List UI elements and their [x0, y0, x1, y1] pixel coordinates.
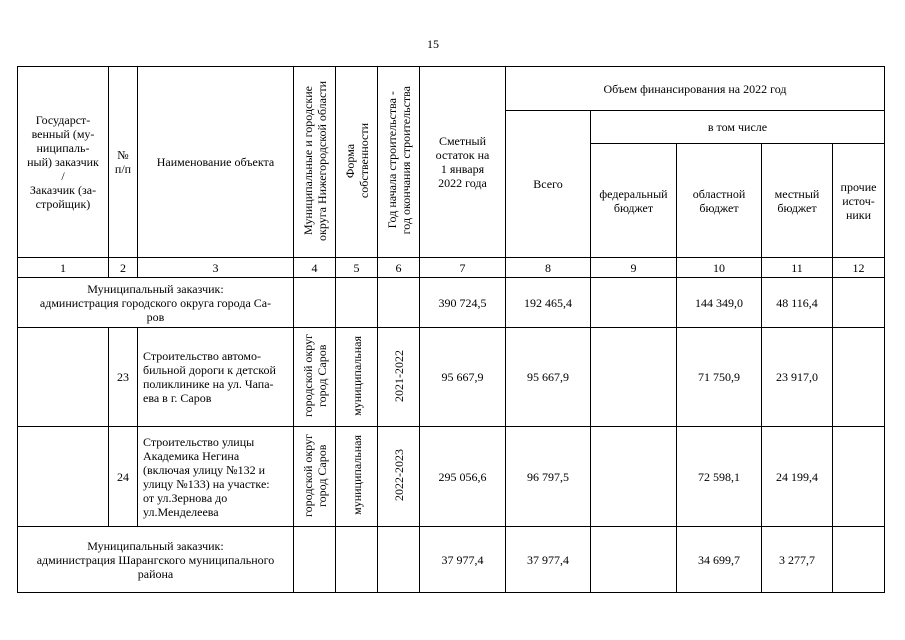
cell-other	[833, 527, 885, 593]
column-numbers-row	[18, 258, 885, 278]
header-num: № п/п	[109, 67, 138, 258]
cell-municipality: городской округ город Саров	[294, 427, 336, 527]
cell-regional: 34 699,7	[677, 527, 762, 593]
col-num-1: 1	[18, 258, 109, 278]
cell-federal	[591, 328, 677, 427]
col-num-12: 12	[833, 258, 885, 278]
col-num-6: 6	[378, 258, 420, 278]
cell-ownership	[336, 278, 378, 328]
cell-regional: 144 349,0	[677, 278, 762, 328]
header-including: в том числе	[591, 111, 885, 144]
cell-years: 2021-2022	[378, 328, 420, 427]
header-row-1	[18, 67, 885, 111]
col-num-9: 9	[591, 258, 677, 278]
cell-municipality	[294, 278, 336, 328]
cell-years	[378, 527, 420, 593]
cell-object-name: Строительство улицы Академика Негина (включая улицу №132 и улицу №133) на участке: от ул.Зернова до ул.Менделеева	[138, 427, 294, 527]
header-funding-total: Объем финансирования на 2022 год	[506, 67, 885, 111]
cell-other	[833, 427, 885, 527]
table-row-customer-sarov	[18, 278, 885, 328]
cell-total: 96 797,5	[506, 427, 591, 527]
cell-years	[378, 278, 420, 328]
col-num-10: 10	[677, 258, 762, 278]
cell-remaining: 95 667,9	[420, 328, 506, 427]
cell-customer	[18, 427, 109, 527]
cell-remaining: 37 977,4	[420, 527, 506, 593]
cell-ownership	[336, 527, 378, 593]
header-years: Год начала строительства - год окончания строительства	[378, 67, 420, 258]
cell-total: 95 667,9	[506, 328, 591, 427]
page-number: 15	[427, 37, 439, 51]
cell-total: 192 465,4	[506, 278, 591, 328]
header-local: местный бюджет	[762, 144, 833, 258]
col-num-4: 4	[294, 258, 336, 278]
header-ownership: Форма собственности	[336, 67, 378, 258]
financing-table	[17, 66, 885, 593]
customer-label: Муниципальный заказчик: администрация Шарангского муниципального района	[18, 527, 294, 593]
cell-remaining: 295 056,6	[420, 427, 506, 527]
header-object-name: Наименование объекта	[138, 67, 294, 258]
customer-label: Муниципальный заказчик: администрация городского округа города Са- ров	[18, 278, 294, 328]
col-num-5: 5	[336, 258, 378, 278]
cell-local: 24 199,4	[762, 427, 833, 527]
cell-num: 23	[109, 328, 138, 427]
cell-remaining: 390 724,5	[420, 278, 506, 328]
cell-regional: 71 750,9	[677, 328, 762, 427]
cell-other	[833, 278, 885, 328]
col-num-7: 7	[420, 258, 506, 278]
table-row-object-23	[18, 328, 885, 427]
cell-federal	[591, 527, 677, 593]
col-num-8: 8	[506, 258, 591, 278]
cell-num: 24	[109, 427, 138, 527]
header-municipality: Муниципальные и городские округа Нижегородской области	[294, 67, 336, 258]
cell-regional: 72 598,1	[677, 427, 762, 527]
cell-local: 23 917,0	[762, 328, 833, 427]
cell-years: 2022-2023	[378, 427, 420, 527]
cell-local: 3 277,7	[762, 527, 833, 593]
cell-customer	[18, 328, 109, 427]
col-num-3: 3	[138, 258, 294, 278]
header-regional: областной бюджет	[677, 144, 762, 258]
cell-ownership: муниципальная	[336, 328, 378, 427]
cell-other	[833, 328, 885, 427]
table-row-customer-sharanga	[18, 527, 885, 593]
cell-federal	[591, 278, 677, 328]
cell-object-name: Строительство автомо- бильной дороги к детской поликлинике на ул. Чапа- ева в г. Саров	[138, 328, 294, 427]
cell-municipality	[294, 527, 336, 593]
header-customer: Государст- венный (му- ниципаль- ный) заказчик / Заказчик (за- стройщик)	[18, 67, 109, 258]
header-total: Всего	[506, 111, 591, 258]
header-remaining: Сметный остаток на 1 января 2022 года	[420, 67, 506, 258]
cell-local: 48 116,4	[762, 278, 833, 328]
col-num-2: 2	[109, 258, 138, 278]
header-other: прочие источ- ники	[833, 144, 885, 258]
cell-ownership: муниципальная	[336, 427, 378, 527]
cell-municipality: городской округ город Саров	[294, 328, 336, 427]
header-federal: федеральный бюджет	[591, 144, 677, 258]
cell-federal	[591, 427, 677, 527]
col-num-11: 11	[762, 258, 833, 278]
table-row-object-24	[18, 427, 885, 527]
cell-total: 37 977,4	[506, 527, 591, 593]
